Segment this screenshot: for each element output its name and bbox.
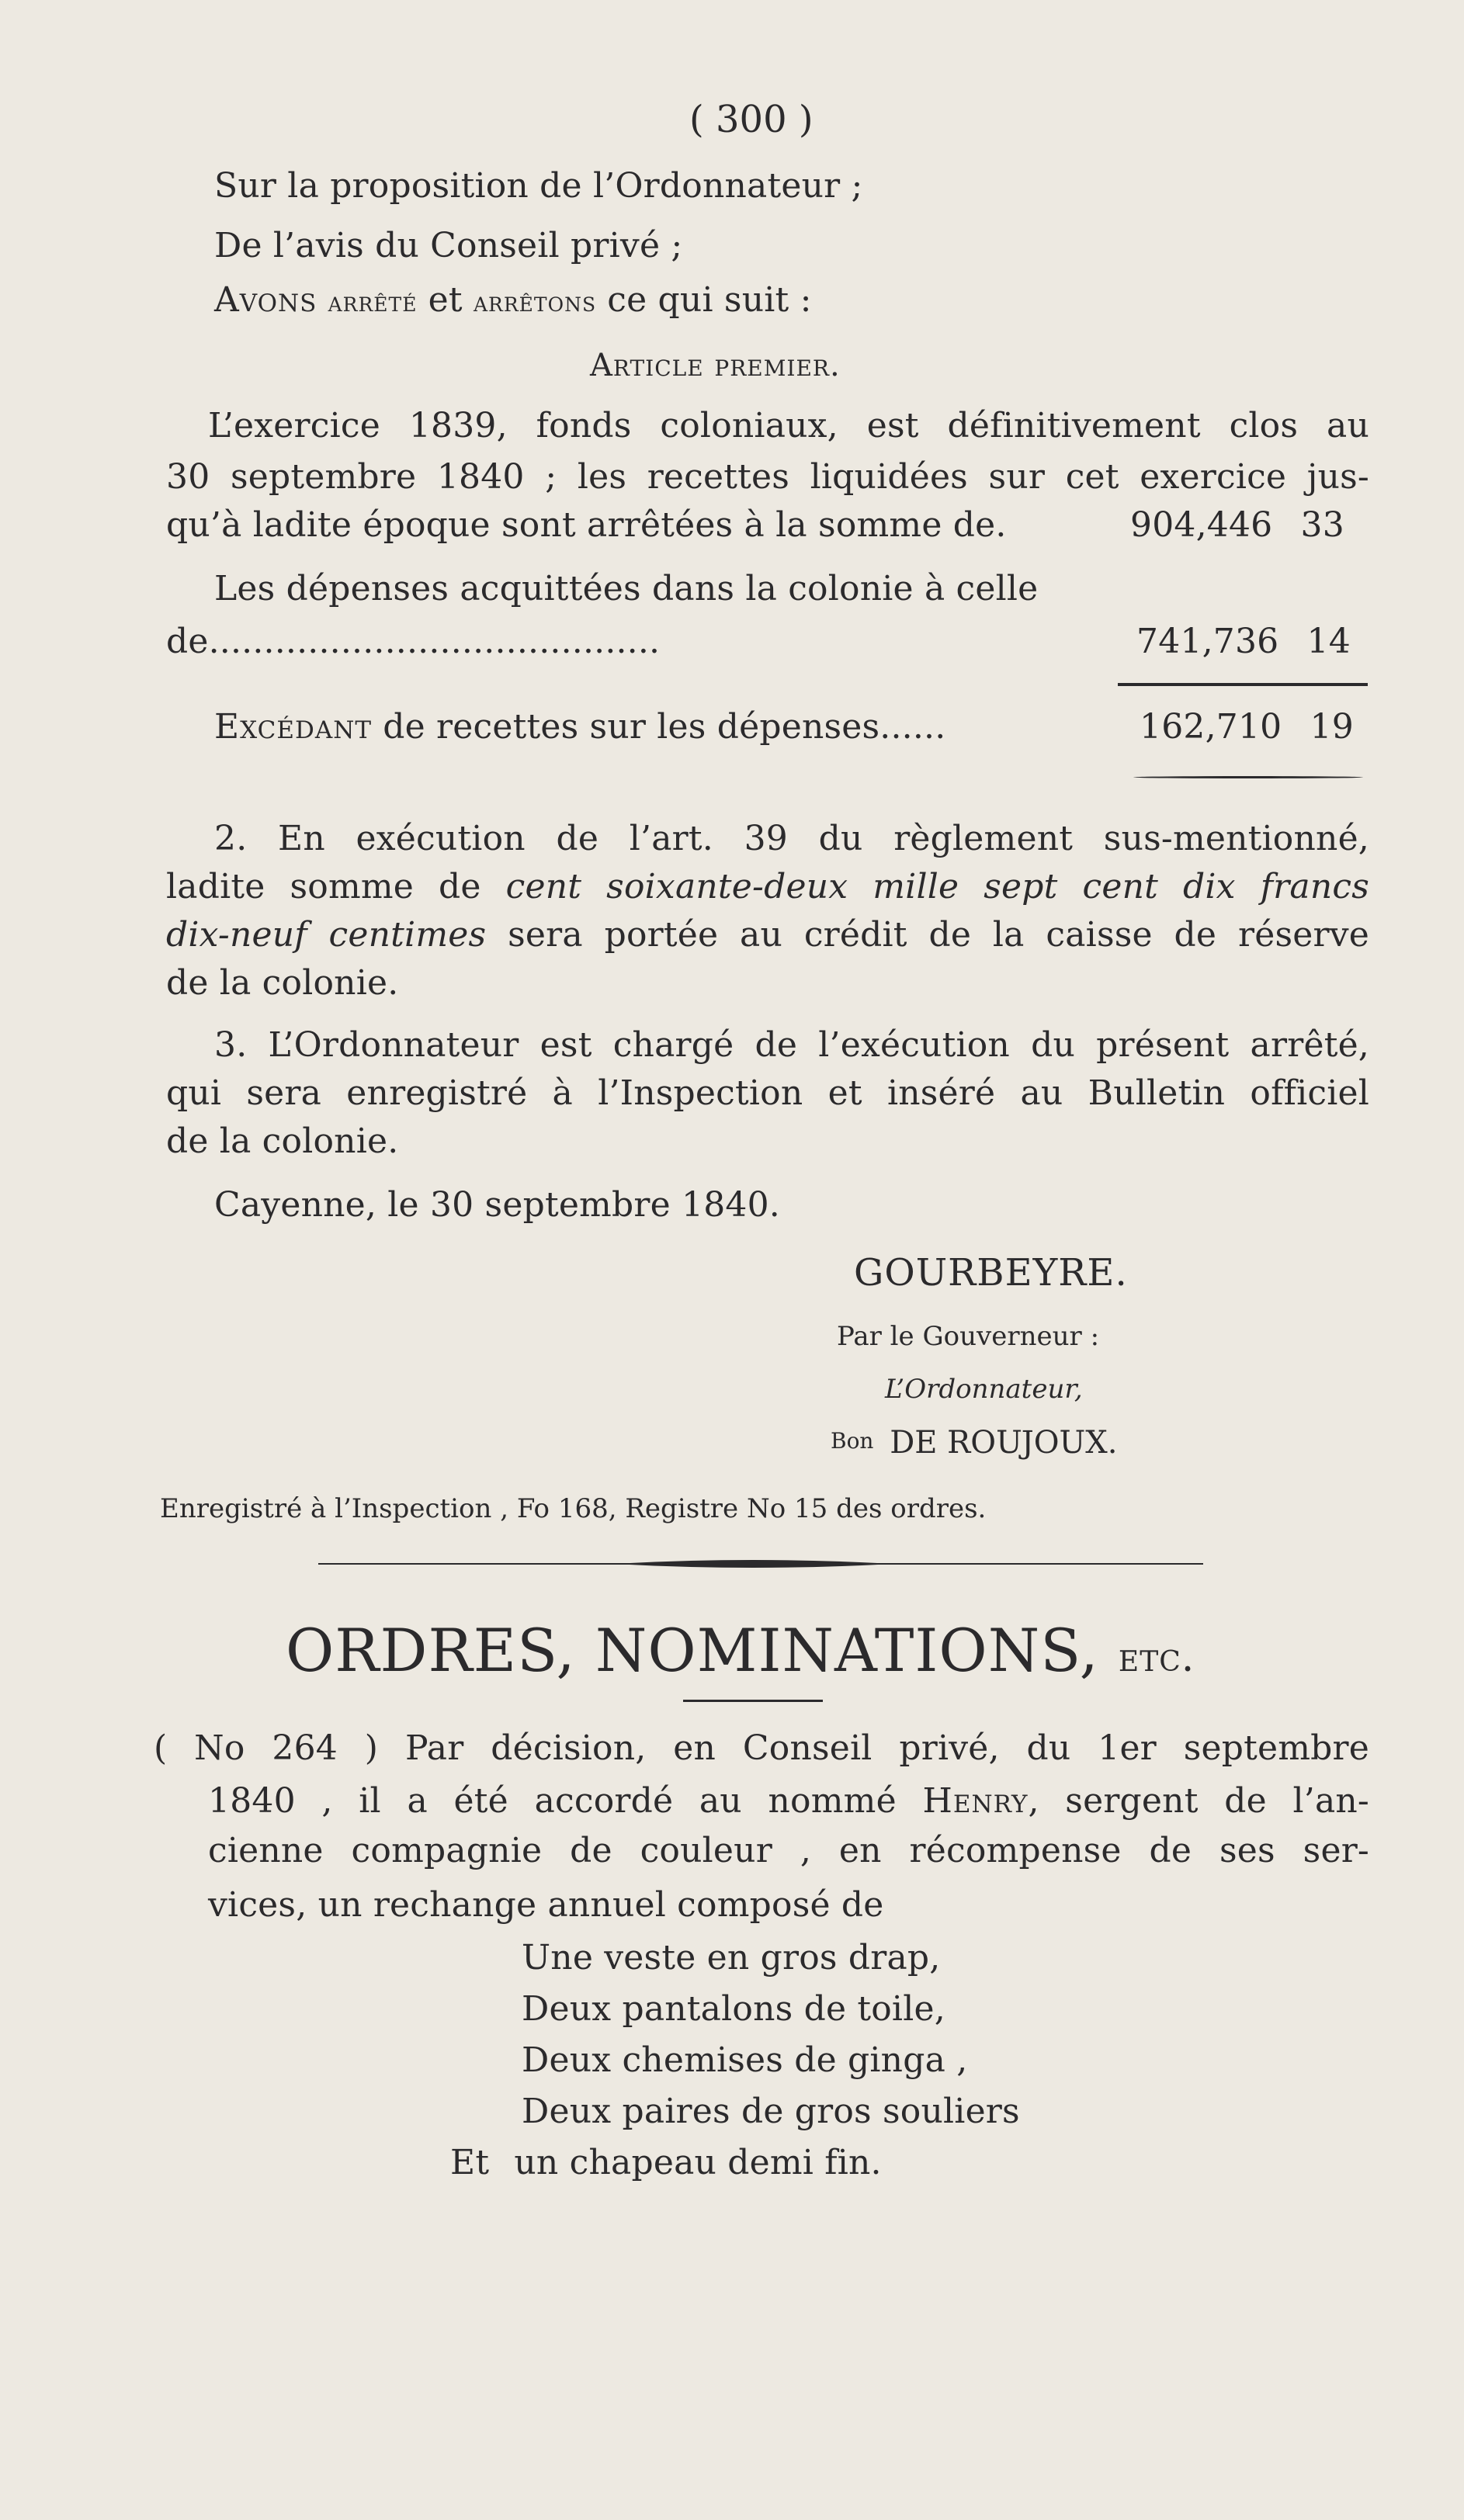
order264-line-3: cienne compagnie de couleur , en récompense de ses ser- [208, 1831, 1369, 1870]
article1-line-6: Excédant de recettes sur les dépenses...... [214, 707, 946, 747]
preamble-line-1: Sur la proposition de l’Ordonnateur ; [214, 166, 863, 206]
ornamental-divider [318, 1555, 1203, 1573]
ration-item: Deux pantalons de toile, [522, 1989, 945, 2029]
order264-line-2: 1840 , il a été accordé au nommé Henry, sergent de l’an- [208, 1781, 1369, 1821]
expenses-amount: 741,736 14 [1136, 622, 1351, 661]
title-underline [683, 1700, 823, 1702]
article3-line-3: de la colonie. [166, 1121, 399, 1161]
ration-item: Deux chemises de ginga , [522, 2040, 968, 2080]
article1-line-3: qu’à ladite époque sont arrêtées à la somme de. [166, 505, 1007, 545]
article1-line-1: L’exercice 1839, fonds coloniaux, est définitivement clos au [208, 406, 1369, 445]
article1-line-2: 30 septembre 1840 ; les recettes liquidées sur cet exercice jus- [166, 457, 1369, 497]
article-heading: Article premier. [590, 348, 841, 383]
sum-rule [1118, 683, 1368, 686]
article2-line-3: dix-neuf centimes sera portée au crédit de la caisse de réserve [166, 915, 1369, 955]
surplus-amount: 162,710 19 [1140, 707, 1354, 747]
ration-item: Une veste en gros drap, [522, 1938, 941, 1978]
by-governor: Par le Gouverneur : [837, 1321, 1100, 1352]
registration-note: Enregistré à l’Inspection , Fo 168, Registre No 15 des ordres. [160, 1493, 987, 1524]
place-date: Cayenne, le 30 septembre 1840. [214, 1185, 780, 1225]
article3-line-1: 3. L’Ordonnateur est chargé de l’exécution du présent arrêté, [214, 1025, 1369, 1065]
receipts-amount: 904,446 33 [1130, 505, 1344, 545]
double-underline [1133, 776, 1363, 778]
page-number: ( 300 ) [689, 98, 814, 141]
article2-line-1: 2. En exécution de l’art. 39 du règlement sus-mentionné, [214, 819, 1369, 858]
preamble-line-3: Avons arrêté et arrêtons ce qui suit : [214, 280, 812, 320]
article3-line-2: qui sera enregistré à l’Inspection et inséré au Bulletin officiel [166, 1073, 1369, 1113]
ration-item-last: Et un chapeau demi fin. [450, 2143, 882, 2182]
signatory-name: GOURBEYRE. [854, 1251, 1128, 1295]
article2-line-4: de la colonie. [166, 963, 399, 1003]
order264-line-1: ( No 264 ) Par décision, en Conseil privé, du 1er septembre [154, 1728, 1369, 1768]
article1-line-5: de......................................... [166, 622, 661, 661]
baron-signature: Bon DE ROUJOUX. [831, 1425, 1118, 1461]
order264-line-4: vices, un rechange annuel composé de [208, 1885, 884, 1925]
ration-item: Deux paires de gros souliers [522, 2092, 1020, 2131]
article2-line-2: ladite somme de cent soixante-deux mille sept cent dix francs [166, 867, 1370, 906]
article1-line-4: Les dépenses acquittées dans la colonie à celle [214, 569, 1039, 608]
ordonnateur: L’Ordonnateur, [885, 1374, 1083, 1405]
section-title: ORDRES, NOMINATIONS, etc. [286, 1616, 1195, 1685]
preamble-line-2: De l’avis du Conseil privé ; [214, 226, 683, 265]
